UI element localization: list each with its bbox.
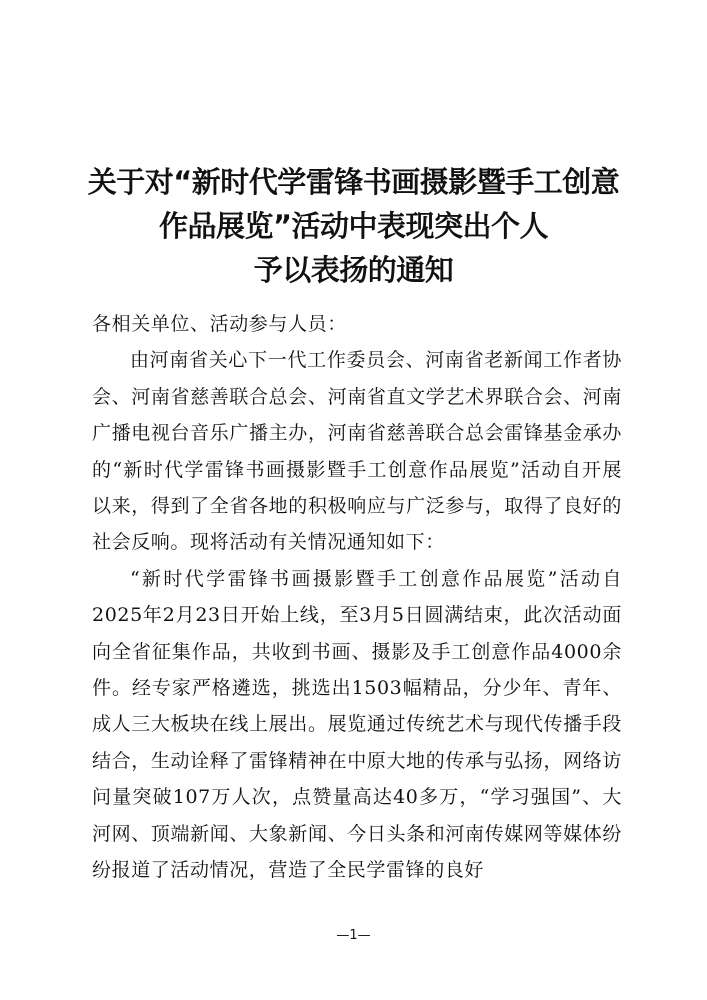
document-title bbox=[0, 160, 707, 292]
title-line-2: 作品展览”活动中表现突出个人 bbox=[158, 209, 549, 243]
salutation: 各相关单位、活动参与人员： bbox=[92, 313, 347, 335]
paragraph-details: “新时代学雷锋书画摄影暨手工创意作品展览”活动自2025年2月23日开始上线，至3月5日圆满结束，此次活动面向全省征集作品，共收到书画、摄影及手工创意作品4000余件。经专家严格遴选，挑选出1503幅精品，分少年、青年、成人三大板块在线上展出。展览通过传统艺术与现代传播手段结合，生动诠释了雷锋精神在中原大地的传承与弘扬，网络访问量突破107万人次，点赞量高达40多万，“学习强国”、大河网、顶端新闻、大象新闻、今日头条和河南传媒网等媒体纷纷报道了活动情况，营造了全民学雷锋的良好 bbox=[92, 567, 622, 882]
title-line-3: 予以表扬的通知 bbox=[253, 253, 454, 287]
page-number: —1— bbox=[336, 928, 371, 943]
title-line-1: 关于对“新时代学雷锋书画摄影暨手工创意 bbox=[87, 165, 620, 199]
paragraph-intro: 由河南省关心下一代工作委员会、河南省老新闻工作者协会、河南省慈善联合总会、河南省直文学艺术界联合会、河南广播电视台音乐广播主办，河南省慈善联合总会雷锋基金承办的“新时代学雷锋书画摄影暨手工创意作品展览”活动自开展以来，得到了全省各地的积极响应与广泛参与，取得了良好的社会反响。现将活动有关情况通知如下： bbox=[92, 349, 622, 554]
document-body bbox=[92, 306, 622, 889]
